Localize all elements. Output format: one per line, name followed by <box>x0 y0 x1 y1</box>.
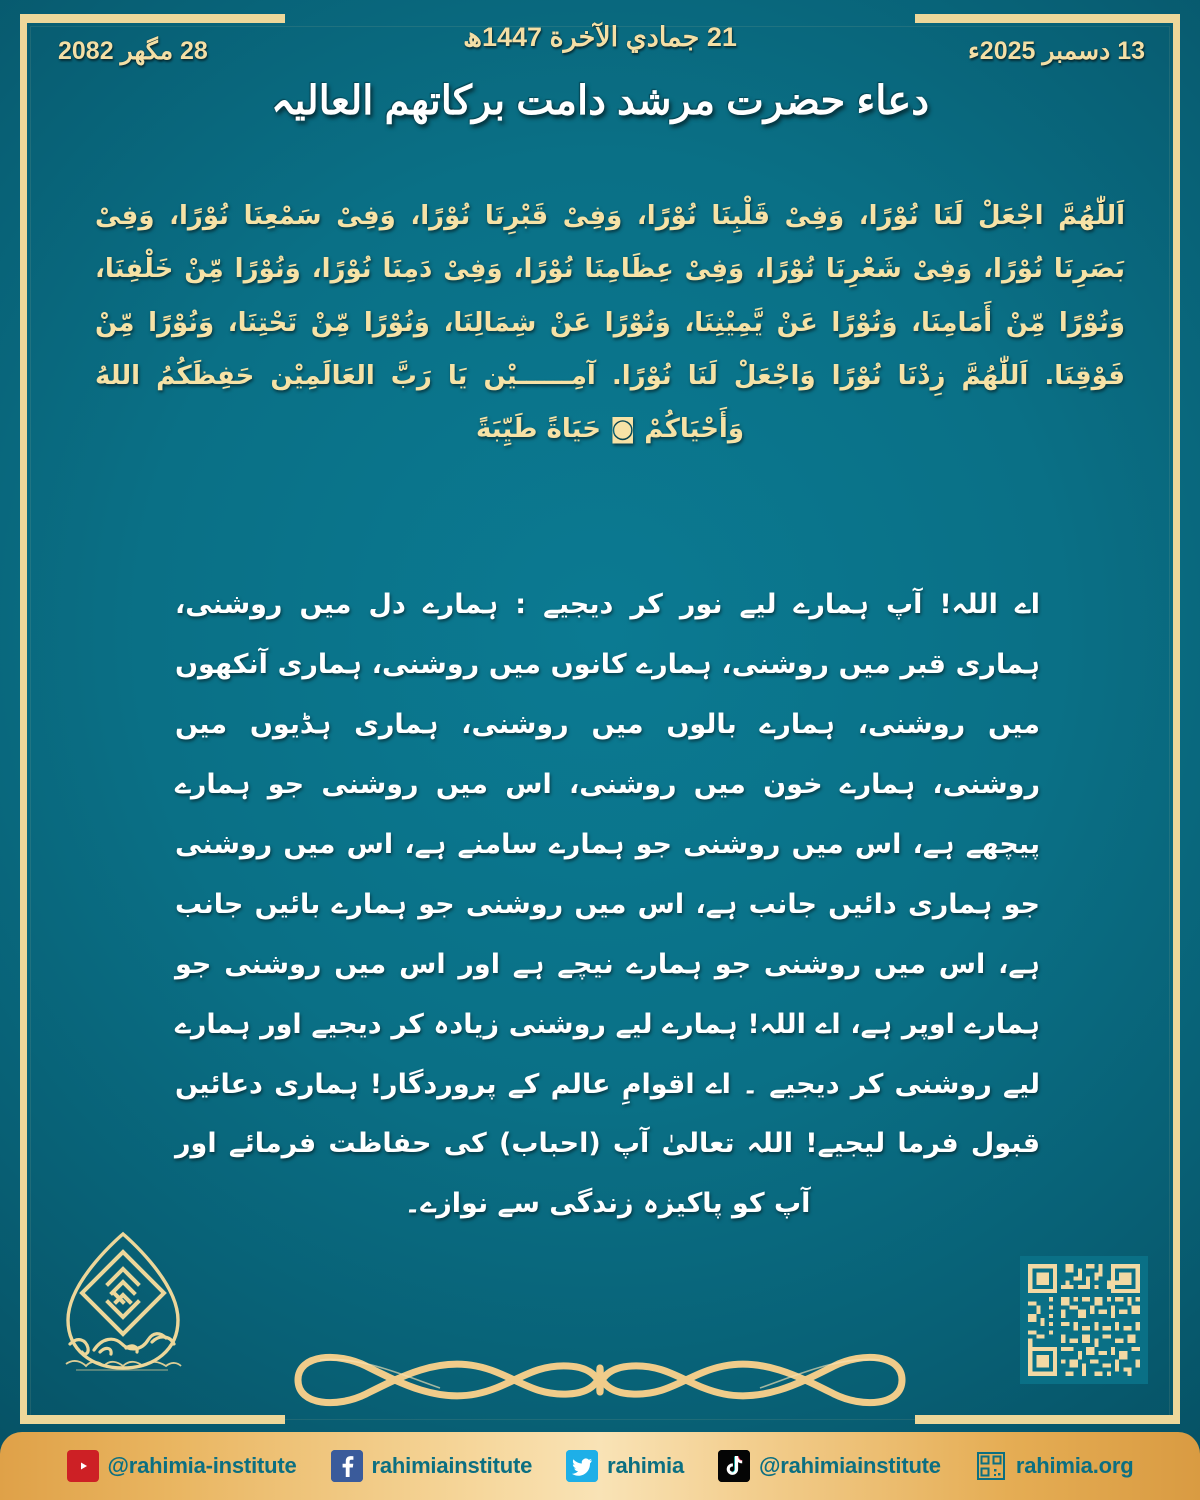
qr-code[interactable] <box>1020 1256 1148 1384</box>
frame-border-right <box>1173 14 1180 1424</box>
arabic-dua-text: اَللّٰهُمَّ اجْعَلْ لَنَا نُوْرًا، وَفِىْ قَلْبِنَا نُوْرًا، وَفِىْ قَبْرِنَا نُوْرًا، وَفِىْ سَمْعِنَا نُوْرًا، وَفِىْ بَصَرِنَا نُوْرًا، وَفِىْ شَعْرِنَا نُوْرًا، وَفِىْ عِظَامِنَا نُوْرًا، وَفِىْ دَمِنَا نُوْرًا، وَنُوْرًا مِّنْ خَلْفِنَا، وَنُوْرًا مِّنْ أَمَامِنَا، وَنُوْرًا عَنْ يَّمِيْنِنَا، وَنُوْرًا عَنْ شِمَالِنَا، وَنُوْرًا مِّنْ تَحْتِنَا، وَنُوْرًا مِّنْ فَوْقِنَا. اَللّٰهُمَّ زِدْنَا نُوْرًا وَاجْعَلْ لَنَا نُوْرًا. آمِــــــيْن يَا رَبَّ العَالَمِيْن حَفِظَكُمُ اللهُ وَأَحْيَاكُمْ ◙ حَيَاةً طَيِّبَةً <box>95 201 1125 445</box>
social-link-tiktok[interactable] <box>718 1450 941 1482</box>
social-handle-website: rahimia.org <box>1015 1453 1134 1478</box>
tiktok-icon <box>718 1450 750 1482</box>
frame-border-bottom-right <box>915 1415 1180 1424</box>
date-bikrami: 28 مگھر 2082 <box>58 37 208 65</box>
social-handle-youtube: @rahimia-institute <box>107 1453 297 1478</box>
social-handle-tiktok: @rahimiainstitute <box>758 1453 941 1478</box>
social-link-facebook[interactable] <box>331 1450 533 1482</box>
frame-border-top-right <box>915 14 1180 23</box>
frame-border-left <box>20 14 27 1424</box>
twitter-icon <box>566 1450 598 1482</box>
social-link-twitter[interactable] <box>566 1450 684 1482</box>
frame-border-bottom-left <box>20 1415 285 1424</box>
website-icon <box>975 1450 1007 1482</box>
date-hijri: 21 جمادي الآخرة 1447ھ <box>463 22 737 52</box>
date-gregorian: 13 دسمبر 2025ء <box>968 37 1145 65</box>
facebook-icon <box>331 1450 363 1482</box>
youtube-icon <box>67 1450 99 1482</box>
social-link-website[interactable] <box>975 1450 1134 1482</box>
ornament-divider <box>280 1340 920 1420</box>
footer-social-bar <box>0 1432 1200 1500</box>
social-handle-twitter: rahimia <box>607 1453 684 1478</box>
social-link-youtube[interactable] <box>67 1450 297 1482</box>
urdu-translation-text: اے اللہ! آپ ہمارے ليے نور کر دیجیے : ہمارے دل میں روشنی، ہماری قبر میں روشنی، ہمارے کانوں میں روشنی، ہماری آنکھوں میں روشنی، ہمارے بالوں میں روشنی، ہماری ہڈیوں میں روشنی، ہمارے خون میں روشنی، اس میں روشنی جو ہمارے پیچھے ہے، اس میں روشنی جو ہمارے سامنے ہے، اس میں روشنی جو ہماری دائیں جانب ہے، اس میں روشنی جو ہمارے بائیں جانب ہے، اس میں روشنی جو ہمارے نیچے ہے اور اس میں روشنی جو ہمارے اوپر ہے، اے اللہ! ہمارے ليے روشنی زیادہ کر دیجیے اور ہمارے ليے روشنی کر دیجیے ۔ اے اقوامِ عالم کے پروردگار! ہماری دعائیں قبول فرما لیجیے! اللہ تعالیٰ آپ (احباب) کی حفاظت فرمائے اور آپ کو پاکیزہ زندگی سے نوازے۔ <box>175 589 1040 1220</box>
page-title: دعاء حضرت مرشد دامت بركاتهم العاليہ <box>270 79 930 123</box>
frame-border-top-left <box>20 14 285 23</box>
social-handle-facebook: rahimiainstitute <box>371 1453 533 1478</box>
rahimia-logo <box>48 1228 198 1388</box>
